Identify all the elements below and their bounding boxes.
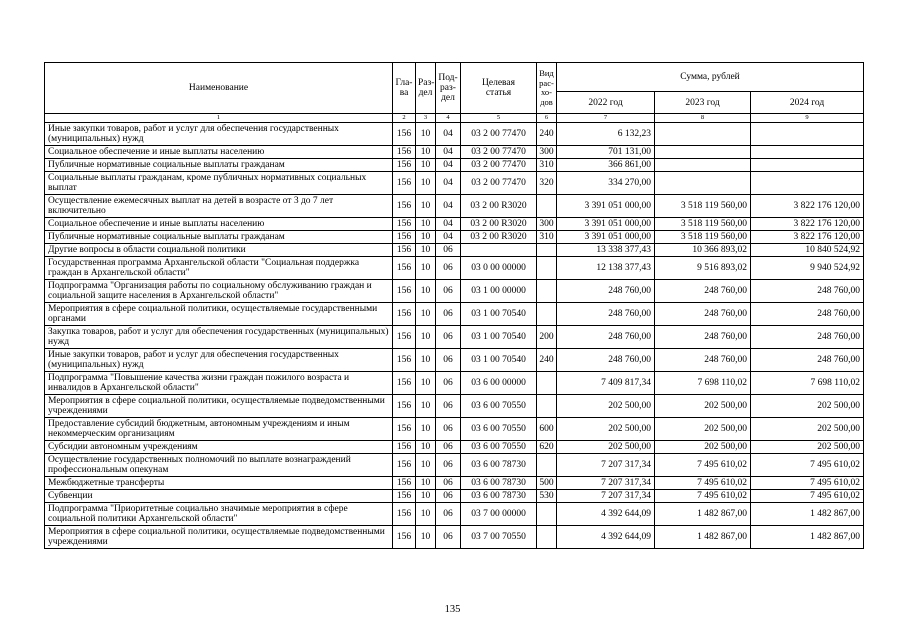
row-name: Осуществление государственных полномочий по выплате вознаграждений профессиональным опекунам [45,454,393,477]
row-name: Субсидии автономным учреждениям [45,441,393,454]
table-row [45,195,864,218]
table-row [45,503,864,526]
row-glava: 156 [393,526,416,549]
row-sum-2024 [751,123,864,146]
row-podrazdel: 04 [436,218,461,231]
row-sum-2024: 202 500,00 [751,395,864,418]
row-sum-2024: 7 495 610,02 [751,454,864,477]
row-glava: 156 [393,418,416,441]
row-sum-2024: 3 822 176 120,00 [751,231,864,244]
row-sum-2022: 248 760,00 [557,326,655,349]
table-row [45,477,864,490]
row-vid: 500 [537,477,557,490]
row-sum-2024: 3 822 176 120,00 [751,195,864,218]
row-glava: 156 [393,280,416,303]
row-razdel: 10 [416,231,436,244]
row-name: Межбюджетные трансферты [45,477,393,490]
row-vid: 200 [537,326,557,349]
row-podrazdel: 04 [436,231,461,244]
row-article: 03 6 00 70550 [461,395,537,418]
row-glava: 156 [393,490,416,503]
row-sum-2022: 6 132,23 [557,123,655,146]
row-podrazdel: 06 [436,280,461,303]
row-glava: 156 [393,454,416,477]
row-vid [537,280,557,303]
row-article: 03 2 00 77470 [461,146,537,159]
row-podrazdel: 06 [436,303,461,326]
table-row [45,526,864,549]
row-sum-2024: 7 698 110,02 [751,372,864,395]
row-sum-2022: 701 131,00 [557,146,655,159]
row-name: Иные закупки товаров, работ и услуг для обеспечения государственных (муниципальных) нужд [45,123,393,146]
header-podrazdel: Под- раз- дел [436,63,461,114]
row-razdel: 10 [416,280,436,303]
page-number: 135 [444,604,461,615]
row-razdel: 10 [416,526,436,549]
row-name: Осуществление ежемесячных выплат на детей в возрасте от 3 до 7 лет включительно [45,195,393,218]
row-sum-2023 [655,123,751,146]
row-sum-2023: 248 760,00 [655,280,751,303]
row-razdel: 10 [416,244,436,257]
row-podrazdel: 06 [436,477,461,490]
row-glava: 156 [393,159,416,172]
row-glava: 156 [393,395,416,418]
row-sum-2022: 3 391 051 000,00 [557,218,655,231]
row-glava: 156 [393,218,416,231]
row-glava: 156 [393,441,416,454]
header-article: Целевая статья [461,63,537,114]
row-sum-2023: 202 500,00 [655,395,751,418]
row-vid [537,526,557,549]
header-vid: Вид рас- хо- дов [537,63,557,114]
row-razdel: 10 [416,503,436,526]
row-sum-2023: 1 482 867,00 [655,503,751,526]
row-sum-2022: 3 391 051 000,00 [557,195,655,218]
row-glava: 156 [393,123,416,146]
row-razdel: 10 [416,146,436,159]
row-article: 03 2 00 R3020 [461,218,537,231]
row-vid: 240 [537,123,557,146]
row-sum-2024: 1 482 867,00 [751,503,864,526]
col-number: 9 [751,114,864,123]
row-vid [537,195,557,218]
row-glava: 156 [393,303,416,326]
row-podrazdel: 04 [436,146,461,159]
row-vid [537,503,557,526]
header-name: Наименование [45,63,393,114]
row-article: 03 6 00 70550 [461,441,537,454]
header-year-2024: 2024 год [751,92,864,114]
row-sum-2023: 3 518 119 560,00 [655,195,751,218]
row-podrazdel: 06 [436,441,461,454]
table-row [45,231,864,244]
row-razdel: 10 [416,454,436,477]
row-sum-2024 [751,172,864,195]
row-sum-2024: 7 495 610,02 [751,490,864,503]
row-glava: 156 [393,503,416,526]
row-article: 03 2 00 R3020 [461,195,537,218]
row-vid [537,454,557,477]
row-podrazdel: 06 [436,526,461,549]
col-number: 3 [416,114,436,123]
row-sum-2023: 248 760,00 [655,326,751,349]
table-row [45,303,864,326]
row-razdel: 10 [416,303,436,326]
row-glava: 156 [393,172,416,195]
table-row [45,418,864,441]
row-name: Социальное обеспечение и иные выплаты населению [45,146,393,159]
row-name: Подпрограмма "Повышение качества жизни граждан пожилого возраста и инвалидов в Архангельской области" [45,372,393,395]
row-sum-2023: 9 516 893,02 [655,257,751,280]
row-sum-2022: 7 207 317,34 [557,490,655,503]
row-sum-2024: 9 940 524,92 [751,257,864,280]
row-vid: 240 [537,349,557,372]
row-podrazdel: 06 [436,349,461,372]
row-podrazdel: 04 [436,159,461,172]
row-name: Подпрограмма "Организация работы по социальному обслуживанию граждан и социальной защите населения в Архангельской области" [45,280,393,303]
table-row [45,172,864,195]
row-name: Публичные нормативные социальные выплаты гражданам [45,231,393,244]
row-glava: 156 [393,372,416,395]
row-sum-2023: 10 366 893,02 [655,244,751,257]
col-number: 4 [436,114,461,123]
row-article: 03 2 00 77470 [461,123,537,146]
row-sum-2022: 13 338 377,43 [557,244,655,257]
table-row [45,218,864,231]
row-vid [537,244,557,257]
row-sum-2023: 3 518 119 560,00 [655,231,751,244]
row-sum-2023: 1 482 867,00 [655,526,751,549]
row-sum-2023: 7 495 610,02 [655,477,751,490]
row-razdel: 10 [416,159,436,172]
row-sum-2022: 366 861,00 [557,159,655,172]
row-sum-2024 [751,159,864,172]
row-sum-2022: 248 760,00 [557,280,655,303]
row-sum-2024: 248 760,00 [751,349,864,372]
row-vid: 620 [537,441,557,454]
row-razdel: 10 [416,123,436,146]
table-row [45,244,864,257]
row-sum-2023 [655,146,751,159]
row-sum-2024 [751,146,864,159]
row-razdel: 10 [416,349,436,372]
row-sum-2022: 202 500,00 [557,441,655,454]
row-name: Другие вопросы в области социальной политики [45,244,393,257]
col-number: 2 [393,114,416,123]
row-podrazdel: 04 [436,195,461,218]
row-vid: 310 [537,231,557,244]
row-name: Мероприятия в сфере социальной политики, осуществляемые подведомственными учреждениями [45,526,393,549]
row-sum-2023: 7 495 610,02 [655,490,751,503]
row-article: 03 1 00 70540 [461,303,537,326]
row-sum-2024: 202 500,00 [751,441,864,454]
row-article: 03 7 00 70550 [461,526,537,549]
row-glava: 156 [393,195,416,218]
row-sum-2022: 248 760,00 [557,303,655,326]
row-sum-2023: 7 495 610,02 [655,454,751,477]
header-glava: Гла- ва [393,63,416,114]
row-vid [537,303,557,326]
row-article: 03 2 00 77470 [461,172,537,195]
row-name: Иные закупки товаров, работ и услуг для обеспечения государственных (муниципальных) нужд [45,349,393,372]
row-glava: 156 [393,257,416,280]
row-name: Мероприятия в сфере социальной политики, осуществляемые государственными органами [45,303,393,326]
row-article: 03 6 00 78730 [461,490,537,503]
row-podrazdel: 06 [436,454,461,477]
table-row [45,257,864,280]
row-sum-2024: 3 822 176 120,00 [751,218,864,231]
row-razdel: 10 [416,326,436,349]
row-razdel: 10 [416,477,436,490]
row-sum-2023 [655,172,751,195]
row-vid: 320 [537,172,557,195]
row-name: Государственная программа Архангельской области "Социальная поддержка граждан в Архангельской области" [45,257,393,280]
row-razdel: 10 [416,490,436,503]
row-vid: 300 [537,218,557,231]
row-article: 03 1 00 70540 [461,349,537,372]
table-row [45,490,864,503]
row-razdel: 10 [416,195,436,218]
row-glava: 156 [393,146,416,159]
row-razdel: 10 [416,418,436,441]
row-article: 03 6 00 78730 [461,454,537,477]
row-sum-2024: 248 760,00 [751,303,864,326]
header-year-2022: 2022 год [557,92,655,114]
col-number: 6 [537,114,557,123]
row-vid [537,372,557,395]
row-vid [537,257,557,280]
col-number: 1 [45,114,393,123]
row-podrazdel: 06 [436,395,461,418]
row-vid: 300 [537,146,557,159]
row-podrazdel: 06 [436,490,461,503]
row-name: Подпрограмма "Приоритетные социально значимые мероприятия в сфере социальной политики Архангельской области" [45,503,393,526]
row-podrazdel: 06 [436,257,461,280]
table-row [45,280,864,303]
row-sum-2023: 248 760,00 [655,349,751,372]
row-sum-2023: 3 518 119 560,00 [655,218,751,231]
row-article: 03 2 00 77470 [461,159,537,172]
table-row [45,349,864,372]
row-sum-2022: 3 391 051 000,00 [557,231,655,244]
row-article: 03 2 00 R3020 [461,231,537,244]
row-sum-2023: 202 500,00 [655,441,751,454]
row-sum-2022: 7 207 317,34 [557,454,655,477]
row-sum-2022: 4 392 644,09 [557,526,655,549]
header-sum: Сумма, рублей [557,63,864,92]
row-sum-2024: 10 840 524,92 [751,244,864,257]
row-article: 03 0 00 00000 [461,257,537,280]
row-podrazdel: 06 [436,503,461,526]
row-glava: 156 [393,349,416,372]
row-sum-2022: 248 760,00 [557,349,655,372]
row-sum-2024: 248 760,00 [751,326,864,349]
row-article: 03 6 00 70550 [461,418,537,441]
col-number: 5 [461,114,537,123]
row-article [461,244,537,257]
table-row [45,372,864,395]
row-name: Социальные выплаты гражданам, кроме публичных нормативных социальных выплат [45,172,393,195]
row-name: Закупка товаров, работ и услуг для обеспечения государственных (муниципальных) нужд [45,326,393,349]
table-row [45,326,864,349]
row-razdel: 10 [416,172,436,195]
table-row [45,123,864,146]
row-name: Предоставление субсидий бюджетным, автономным учреждениям и иным некоммерческим организациям [45,418,393,441]
row-sum-2024: 248 760,00 [751,280,864,303]
row-sum-2022: 12 138 377,43 [557,257,655,280]
table-row [45,441,864,454]
budget-table [44,62,864,549]
row-razdel: 10 [416,218,436,231]
row-vid [537,395,557,418]
row-sum-2023: 7 698 110,02 [655,372,751,395]
row-glava: 156 [393,477,416,490]
row-podrazdel: 04 [436,172,461,195]
row-sum-2024: 1 482 867,00 [751,526,864,549]
row-article: 03 1 00 70540 [461,326,537,349]
row-vid: 600 [537,418,557,441]
row-name: Субвенции [45,490,393,503]
row-name: Публичные нормативные социальные выплаты гражданам [45,159,393,172]
col-number: 8 [655,114,751,123]
row-podrazdel: 06 [436,244,461,257]
table-body [45,123,864,549]
row-article: 03 7 00 00000 [461,503,537,526]
row-vid: 530 [537,490,557,503]
row-podrazdel: 06 [436,372,461,395]
row-razdel: 10 [416,395,436,418]
row-sum-2022: 7 409 817,34 [557,372,655,395]
budget-table-page [44,62,863,549]
row-sum-2022: 334 270,00 [557,172,655,195]
table-row [45,146,864,159]
row-name: Социальное обеспечение и иные выплаты населению [45,218,393,231]
col-number: 7 [557,114,655,123]
row-sum-2022: 4 392 644,09 [557,503,655,526]
row-razdel: 10 [416,372,436,395]
row-sum-2022: 202 500,00 [557,395,655,418]
row-sum-2024: 7 495 610,02 [751,477,864,490]
table-row [45,395,864,418]
row-sum-2023: 248 760,00 [655,303,751,326]
row-podrazdel: 04 [436,123,461,146]
row-sum-2022: 202 500,00 [557,418,655,441]
row-glava: 156 [393,326,416,349]
row-vid: 310 [537,159,557,172]
row-sum-2023: 202 500,00 [655,418,751,441]
row-article: 03 6 00 00000 [461,372,537,395]
row-sum-2022: 7 207 317,34 [557,477,655,490]
row-name: Мероприятия в сфере социальной политики, осуществляемые подведомственными учреждениями [45,395,393,418]
row-article: 03 1 00 00000 [461,280,537,303]
row-sum-2023 [655,159,751,172]
row-razdel: 10 [416,257,436,280]
row-glava: 156 [393,244,416,257]
table-row [45,159,864,172]
row-razdel: 10 [416,441,436,454]
row-podrazdel: 06 [436,326,461,349]
header-razdel: Раз- дел [416,63,436,114]
row-article: 03 6 00 78730 [461,477,537,490]
row-glava: 156 [393,231,416,244]
table-row [45,454,864,477]
header-year-2023: 2023 год [655,92,751,114]
row-podrazdel: 06 [436,418,461,441]
row-sum-2024: 202 500,00 [751,418,864,441]
